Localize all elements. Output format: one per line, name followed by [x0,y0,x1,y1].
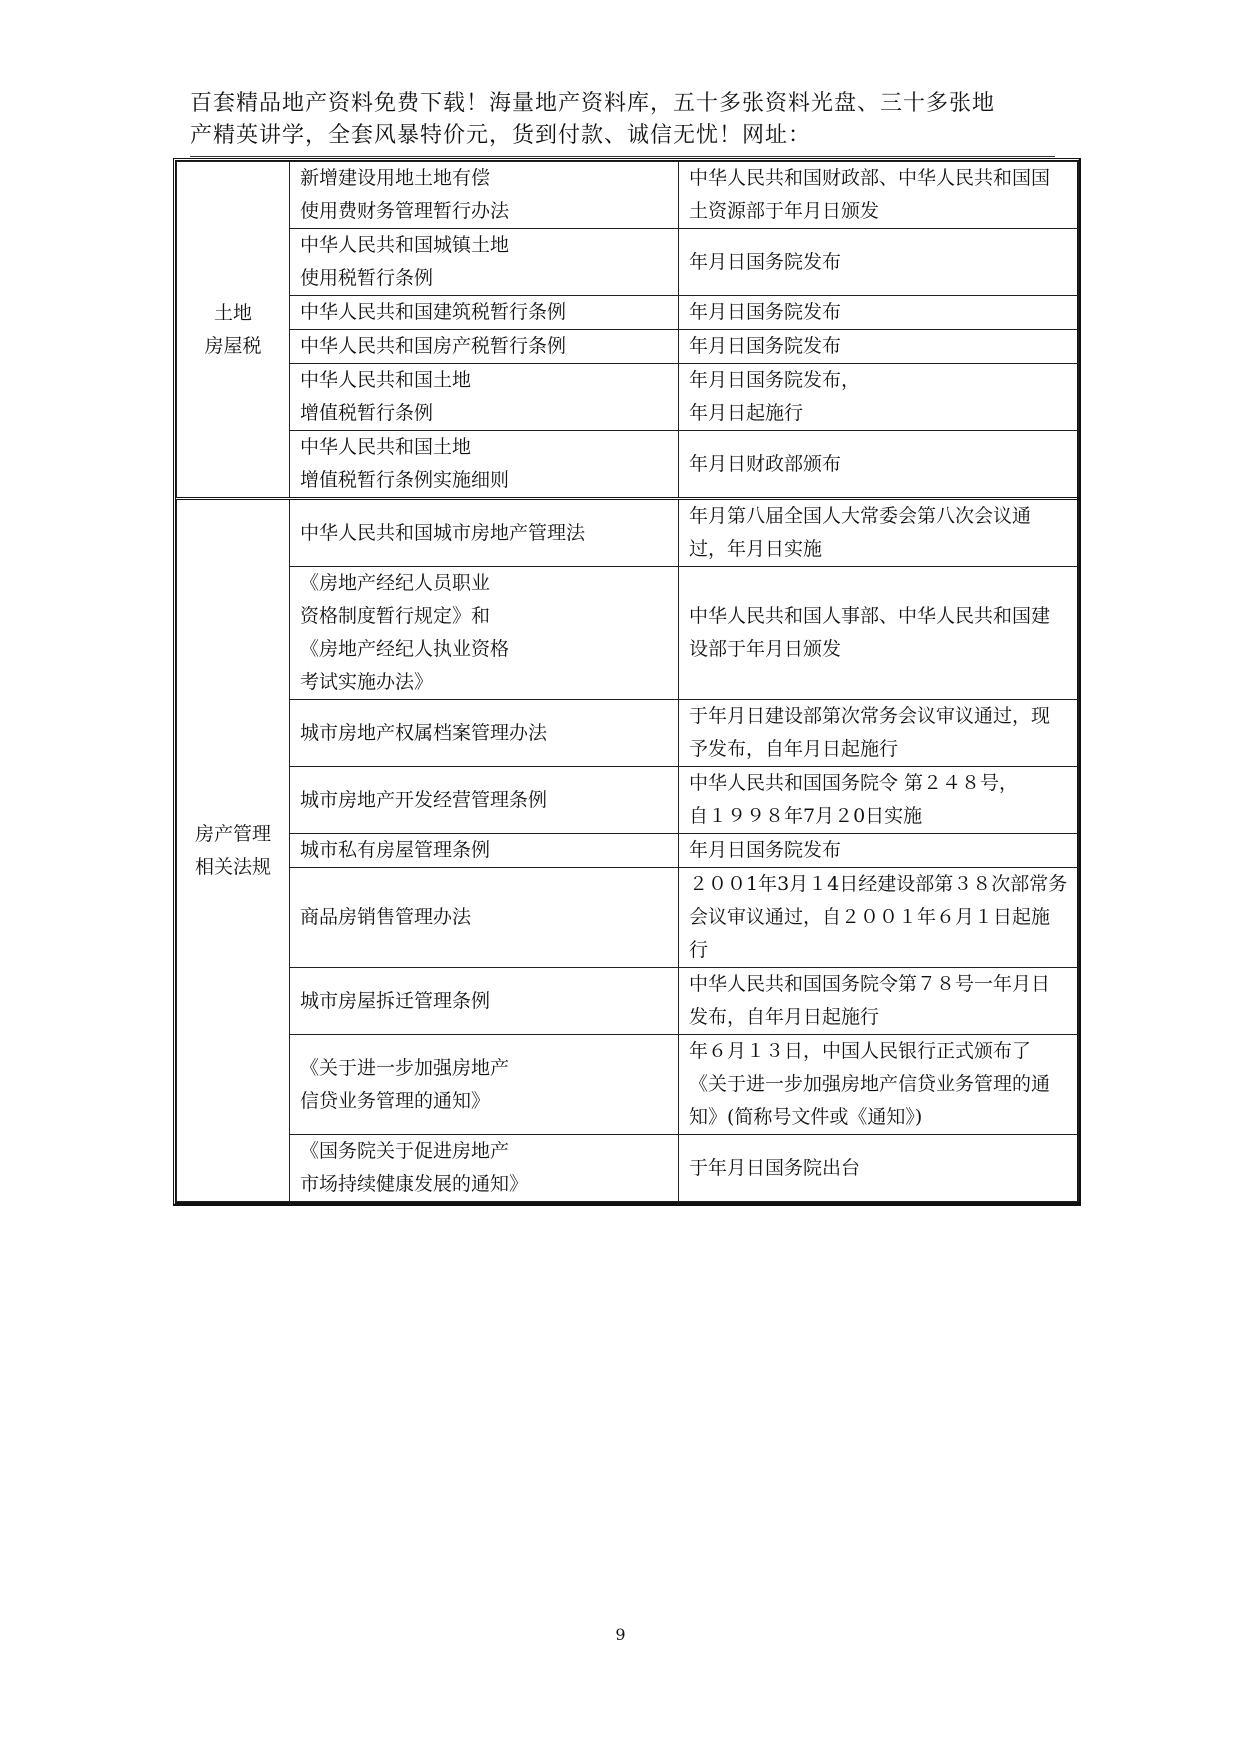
regulation-name: 中华人民共和国土地 增值税暂行条例 [290,364,679,431]
table-row [177,364,1079,431]
regulation-note: ２００1年3月１4日经建设部第３８次部常务会议审议通过，自２００１年６月１日起施行 [679,868,1079,968]
regulation-name: 商品房销售管理办法 [290,868,679,968]
regulation-name: 中华人民共和国城镇土地 使用税暂行条例 [290,229,679,296]
table-row [177,834,1079,868]
regulation-note: 年月日国务院发布 [679,296,1079,330]
category-cell: 土地 房屋税 [177,162,290,499]
table-row [177,968,1079,1035]
header-notice [190,88,1070,152]
regulation-note: 于年月日国务院出台 [679,1135,1079,1202]
regulation-note: 年月日国务院发布 [679,330,1079,364]
table-row [177,700,1079,767]
regulation-note: 年月日财政部颁布 [679,431,1079,499]
table-row [177,567,1079,700]
regulation-note: 中华人民共和国财政部、中华人民共和国国土资源部于年月日颁发 [679,162,1079,229]
header-divider [190,156,1055,157]
regulation-name: 城市房地产开发经营管理条例 [290,767,679,834]
category-cell: 房产管理 相关法规 [177,499,290,1202]
regulation-name: 中华人民共和国土地 增值税暂行条例实施细则 [290,431,679,499]
table-row [177,162,1079,229]
regulation-note: 年月日国务院发布， 年月日起施行 [679,364,1079,431]
table-row [177,229,1079,296]
table-row [177,1135,1079,1202]
table-row [177,431,1079,499]
header-line-1: 百套精品地产资料免费下载！海量地产资料库，五十多张资料光盘、三十多张地 [190,91,996,116]
regulation-note: 中华人民共和国国务院令第７８号一年月日发布，自年月日起施行 [679,968,1079,1035]
table-row [177,499,1079,567]
regulation-note: 中华人民共和国国务院令 第２４８号， 自１９９８年7月２0日实施 [679,767,1079,834]
regulation-name: 《国务院关于促进房地产 市场持续健康发展的通知》 [290,1135,679,1202]
regulation-note: 年月日国务院发布 [679,229,1079,296]
table-row [177,868,1079,968]
regulation-note: 年６月１３日，中国人民银行正式颁布了《关于进一步加强房地产信贷业务管理的通知》(简称号文件或《通知》) [679,1035,1079,1135]
regulation-name: 中华人民共和国城市房地产管理法 [290,499,679,567]
regulation-note: 年月日国务院发布 [679,834,1079,868]
regulation-name: 新增建设用地土地有偿 使用费财务管理暂行办法 [290,162,679,229]
regulations-table [176,161,1079,1202]
regulations-table-frame [173,158,1081,1206]
regulation-name: 城市房地产权属档案管理办法 [290,700,679,767]
regulation-note: 年月第八届全国人大常委会第八次会议通过，年月日实施 [679,499,1079,567]
table-row [177,330,1079,364]
regulation-name: 城市私有房屋管理条例 [290,834,679,868]
table-row [177,767,1079,834]
page-number: 9 [615,1625,626,1644]
regulation-note: 于年月日建设部第次常务会议审议通过，现予发布，自年月日起施行 [679,700,1079,767]
header-line-2: 产精英讲学，全套风暴特价元，货到付款、诚信无忧！网址： [190,123,812,148]
regulation-note: 中华人民共和国人事部、中华人民共和国建设部于年月日颁发 [679,567,1079,700]
regulation-name: 中华人民共和国房产税暂行条例 [290,330,679,364]
regulation-name: 《关于进一步加强房地产 信贷业务管理的通知》 [290,1035,679,1135]
regulation-name: 城市房屋拆迁管理条例 [290,968,679,1035]
table-row [177,296,1079,330]
regulation-name: 中华人民共和国建筑税暂行条例 [290,296,679,330]
regulation-name: 《房地产经纪人员职业 资格制度暂行规定》和 《房地产经纪人执业资格 考试实施办法》 [290,567,679,700]
table-row [177,1035,1079,1135]
